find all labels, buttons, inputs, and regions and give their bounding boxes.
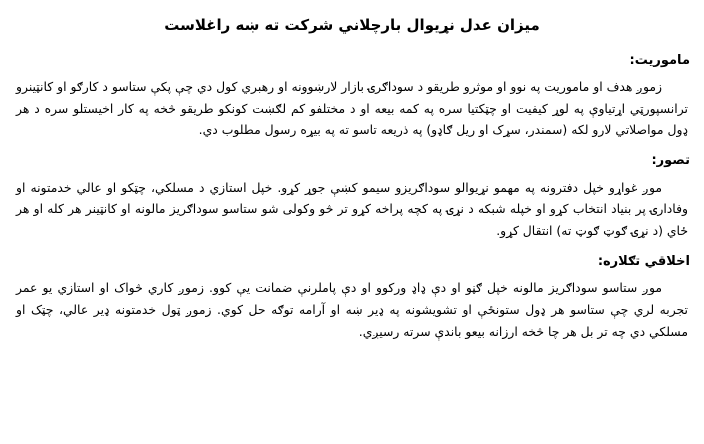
section-heading-ethics: اخلاقي تګلاره: [597,253,690,269]
section-body-ethics: موږ ستاسو سوداګريز مالونه خپل ګڼو او دې ډاډ ورکوو او دې پاملرنې ضمانت يې کوو. زموږ کاري څواک او استازي يو عمر تجربه لري چې ستاسو هر ډول ستونځې او تشويشونه په ډير ښه او آرامه توګه حل کوي. زموږ ټول خدمتونه ډير عالي، چټک او مسلکي دي چه تر بل هر چا څخه ارزانه بيعو باندې سرته رسيږي. [16,280,688,339]
section-heading-mission: ماموريت: [629,52,690,68]
section-body-vision: موږ غواړو خپل دفترونه په مهمو نړيوالو سوداګريزو سيمو کښې جوړ کړو. خپل استازي د مسلکي، چټکو او عالي خدمتونه او وفادارۍ پر بنياد انتخاب کړو او خپله شبکه د نړۍ په کچه پراخه کړو تر څو وکولی شو ستاسو سوداګريز مالونه او کانټينر هر کله او هر ځاي (د نړۍ ګوټ ګوټ ته) انتقال کړو. [16,179,688,239]
section-vision [14,151,690,242]
section-mission [14,51,690,142]
section-heading-vision: تصور: [651,153,690,169]
section-body-mission: زموږ هدف او ماموريت په نوو او موثرو طريقو د سوداګرۍ بازار لارښوونه او رهبري کول دي چې پکې ستاسو د کارګو او کانټينرو ترانسپورټي اړتياوې په لوړ کيفيت او چټکتيا سره په کمه بيعه او د مختلفو کم لګښت کونکو طريقو څخه په کار اخيستلو سره د هر ډول مواصلاتي لارو لکه (سمندر، سړک او ريل ګاډو) په ذريعه تاسو ته په بيړه رسول مطلوب دي. [16,79,688,138]
page-title: ميزان عدل نړيوال بارچلاني شرکت ته ښه راغلاست [164,16,540,34]
section-ethics [14,252,690,343]
